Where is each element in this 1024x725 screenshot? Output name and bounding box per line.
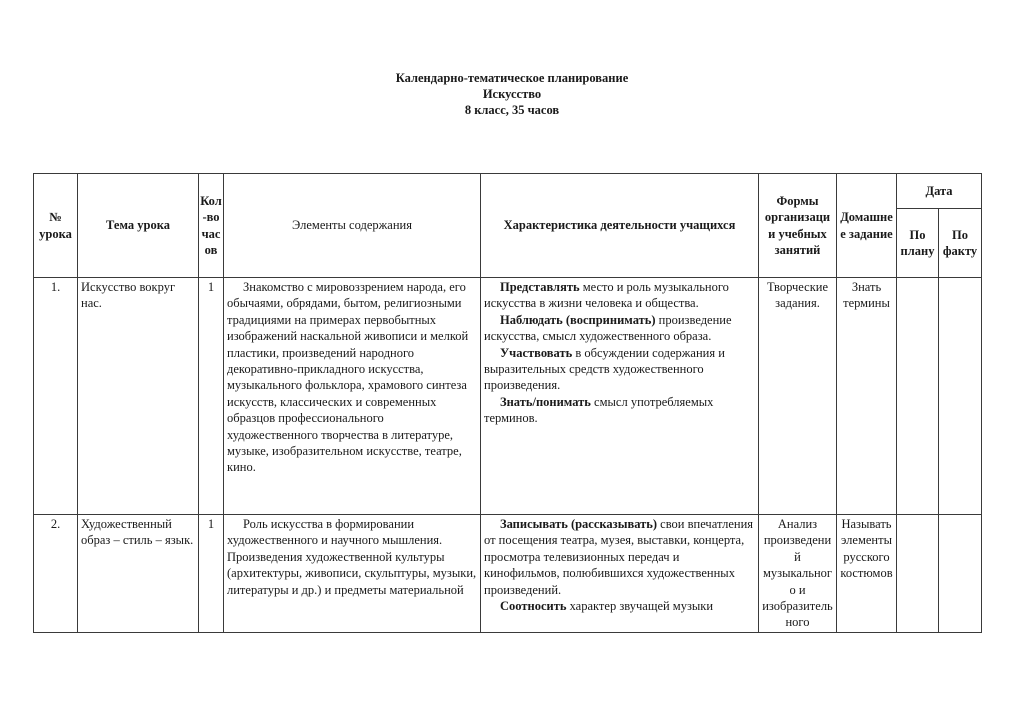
cell-topic: Художественный образ – стиль – язык.	[78, 515, 199, 633]
cell-topic: Искусство вокруг нас.	[78, 278, 199, 515]
title-line-1: Календарно-тематическое планирование	[395, 71, 629, 85]
cell-homework: Называть элементы русского костюмов	[837, 515, 897, 633]
col-header-content: Элементы содержания	[224, 174, 481, 278]
cell-content	[224, 278, 481, 515]
activity-item: Участвовать в обсуждении содержания и выразительных средств художественного произведения.	[484, 345, 725, 393]
activity-item: Представлять место и роль музыкального искусства в жизни человека и общества.	[484, 280, 729, 311]
activity-item: Записывать (рассказывать) свои впечатления от посещения театра, музея, выставки, концерта, просмотра телевизионных передач и кинофильмов, полюбившихся художественных произведений.	[484, 517, 754, 597]
title-line-3: 8 класс, 35 часов	[464, 103, 560, 117]
cell-activity	[481, 515, 759, 633]
cell-forms: Анализ произведений музыкального и изобразительного	[759, 515, 837, 633]
col-header-forms: Формы организации учебных занятий	[759, 174, 837, 278]
title-line-2: Искусство	[482, 87, 542, 101]
cell-hours: 1	[199, 278, 224, 515]
activity-item: Соотносить характер звучащей музыки	[500, 599, 714, 614]
col-header-hours: Кол-во часов	[199, 174, 224, 278]
col-header-homework: Домашнее задание	[837, 174, 897, 278]
cell-homework: Знать термины	[837, 278, 897, 515]
col-header-date-fact: По факту	[939, 209, 982, 278]
cell-forms: Творческие задания.	[759, 278, 837, 515]
col-header-activity: Характеристика деятельности учащихся	[481, 174, 759, 278]
col-header-date-plan: По плану	[897, 209, 939, 278]
col-header-date: Дата	[897, 174, 982, 209]
table-row	[34, 515, 982, 633]
header-row	[34, 174, 982, 209]
col-header-topic: Тема урока	[78, 174, 199, 278]
cell-date-fact	[939, 515, 982, 633]
cell-activity	[481, 278, 759, 515]
cell-num: 2.	[34, 515, 78, 633]
planning-table	[33, 173, 982, 633]
content-text: Знакомство с мировоззрением народа, его обычаями, обрядами, бытом, религиозными традициями на примерах первобытных изображений наскальной живописи и мелкой пластики, произведений народного декоративно-прикладного искусства, музыкального фольклора, храмового синтеза искусств, классических и современных образцов профессионального художественного творчества в литературе, музыке, изобразительном искусстве, театре, кино.	[227, 280, 469, 475]
cell-content	[224, 515, 481, 633]
cell-date-fact	[939, 278, 982, 515]
cell-num: 1.	[34, 278, 78, 515]
cell-hours: 1	[199, 515, 224, 633]
cell-date-plan	[897, 278, 939, 515]
cell-date-plan	[897, 515, 939, 633]
content-text: Произведения художественной культуры (архитектуры, живописи, скульптуры, музыки, литературы и др.) и предметы материальной	[227, 549, 477, 597]
activity-item: Знать/понимать смысл употребляемых терминов.	[484, 394, 714, 426]
col-header-num: № урока	[34, 174, 78, 278]
document-title	[0, 70, 1024, 118]
table-row	[34, 278, 982, 515]
content-text: Роль искусства в формировании художественного и научного мышления.	[227, 517, 443, 548]
activity-item: Наблюдать (воспринимать) произведение искусства, смысл художественного образа.	[484, 312, 732, 344]
